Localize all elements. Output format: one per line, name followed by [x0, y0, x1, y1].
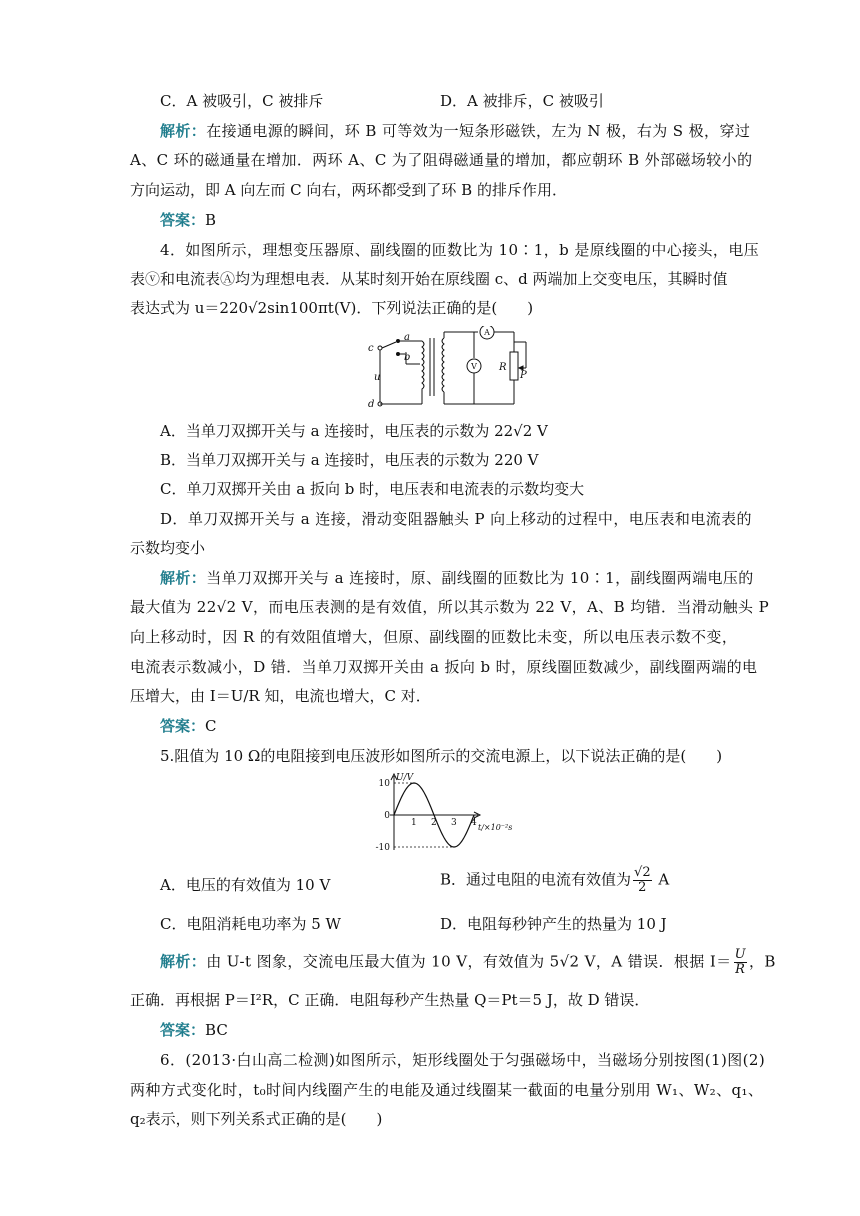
- fraction-U-over-R: $\frac{U}{R}$: [734, 947, 746, 977]
- secondary-coil: [442, 338, 444, 392]
- q3-analysis-line2: A、C 环的磁通量在增加．两环 A、C 为了阻碍磁通量的增加，都应朝环 B 外部磁场较小的: [130, 151, 753, 169]
- label-P: P: [520, 370, 527, 381]
- switch-blade: [382, 342, 396, 348]
- label-R: R: [499, 362, 507, 373]
- q4-answer: 答案：C: [160, 717, 217, 735]
- x-tick-label: 3: [451, 818, 457, 828]
- q4-option-d-line2: 示数均变小: [130, 539, 206, 557]
- analysis-label: 解析：: [160, 122, 207, 140]
- y-tick-label: 10: [378, 779, 390, 789]
- q4-stem-line1: 4．如图所示，理想变压器原、副线圈的匝数比为 10∶1，b 是原线圈的中心接头，电压: [160, 241, 760, 259]
- primary-coil: [418, 341, 424, 391]
- q4-option-b: B．当单刀双掷开关与 a 连接时，电压表的示数为 220 V: [160, 451, 539, 469]
- q5-option-d: D．电阻每秒钟产生的热量为 10 J: [440, 915, 667, 933]
- q4-analysis-line2: 最大值为 22√2 V，而电压表测的是有效值，所以其示数为 22 V，A、B 均错．当滑动触头 P: [130, 598, 770, 616]
- q3-answer: 答案：B: [160, 211, 217, 229]
- x-tick-label: 2: [431, 818, 437, 828]
- analysis-label: 解析：: [160, 569, 207, 587]
- q3-option-d: D．A 被排斥，C 被吸引: [440, 92, 604, 110]
- voltage-waveform-chart: [366, 770, 530, 856]
- transformer-circuit-diagram: [360, 326, 530, 412]
- q5-option-c: C．电阻消耗电功率为 5 W: [160, 915, 341, 933]
- label-c: c: [368, 343, 374, 354]
- answer-label: 答案：: [160, 1021, 206, 1039]
- q5-option-b: B．通过电阻的电流有效值为 $\frac{√2}{2}$ A: [440, 865, 670, 895]
- q4-analysis-line3: 向上移动时，因 R 的有效阻值增大，但原、副线圈的匝数比未变，所以电压表示数不变，: [130, 628, 738, 646]
- q5-answer: 答案：BC: [160, 1021, 228, 1039]
- label-a: a: [404, 332, 410, 343]
- fraction-root2-over-2: $\frac{√2}{2}$: [634, 865, 651, 895]
- q5-analysis-line1: 解析：由 U-t 图象，交流电压最大值为 10 V，有效值为 5√2 V，A 错误．根据 I＝ $\frac{U}{R}$ ，B: [160, 947, 776, 977]
- q6-stem-line1: 6．(2013·白山高二检测)如图所示，矩形线圈处于匀强磁场中，当磁场分别按图(1)图(2): [160, 1051, 766, 1069]
- answer-label: 答案：: [160, 717, 206, 735]
- q4-analysis-line5: 压增大，由 I＝U/R 知，电流也增大，C 对．: [130, 687, 431, 705]
- x-tick-label: 4: [471, 818, 477, 828]
- q5-option-a: A．电压的有效值为 10 V: [160, 876, 331, 894]
- answer-label: 答案：: [160, 211, 206, 229]
- q6-stem-line2: 两种方式变化时，t₀时间内线圈产生的电能及通过线圈某一截面的电量分别用 W₁、W₂、q₁、: [130, 1081, 764, 1099]
- y-axis-label: U/V: [396, 773, 414, 783]
- q4-option-c: C．单刀双掷开关由 a 扳向 b 时，电压表和电流表的示数均变大: [160, 480, 585, 498]
- q3-analysis-line1: 解析：在接通电源的瞬间，环 B 可等效为一短条形磁铁，左为 N 极，右为 S 极，穿过: [160, 122, 751, 140]
- q5-analysis-line2: 正确．再根据 P＝I²R，C 正确．电阻每秒产生热量 Q＝Pt＝5 J，故 D 错误．: [130, 991, 650, 1009]
- q4-option-a: A．当单刀双掷开关与 a 连接时，电压表的示数为 22√2 V: [160, 422, 548, 440]
- x-axis-label: t/×10⁻²s: [478, 823, 513, 832]
- q4-analysis-line1: 解析：当单刀双掷开关与 a 连接时，原、副线圈的匝数比为 10∶1，副线圈两端电压的: [160, 569, 754, 587]
- y-tick-label: 0: [384, 811, 390, 821]
- label-b: b: [404, 352, 411, 363]
- analysis-label: 解析：: [160, 952, 207, 971]
- voltmeter-label: V: [471, 362, 477, 371]
- q4-option-d-line1: D．单刀双掷开关与 a 连接，滑动变阻器触头 P 向上移动的过程中，电压表和电流表的: [160, 510, 752, 528]
- q4-stem-line3: 表达式为 u＝220√2sin100πt(V)．下列说法正确的是( ): [130, 299, 534, 317]
- q4-analysis-line4: 电流表示数减小，D 错．当单刀双掷开关由 a 扳向 b 时，原线圈匝数减少，副线圈两端的电: [130, 658, 758, 676]
- label-u: u: [374, 372, 381, 383]
- q4-stem-line2: 表ⓥ和电流表Ⓐ均为理想电表．从某时刻开始在原线圈 c、d 两端加上交变电压，其瞬时值: [130, 270, 728, 288]
- rheostat-symbol: [510, 352, 518, 380]
- x-tick-label: 1: [411, 818, 417, 828]
- q5-stem: 5.阻值为 10 Ω的电阻接到电压波形如图所示的交流电源上，以下说法正确的是( ): [160, 747, 723, 765]
- q3-option-c: C．A 被吸引，C 被排斥: [160, 92, 324, 110]
- label-d: d: [368, 399, 375, 410]
- q6-stem-line3: q₂表示，则下列关系式正确的是( ): [130, 1110, 383, 1128]
- ammeter-label: A: [484, 328, 490, 337]
- y-tick-label: -10: [375, 843, 390, 853]
- q3-analysis-line3: 方向运动，即 A 向左而 C 向右，两环都受到了环 B 的排斥作用．: [130, 181, 567, 199]
